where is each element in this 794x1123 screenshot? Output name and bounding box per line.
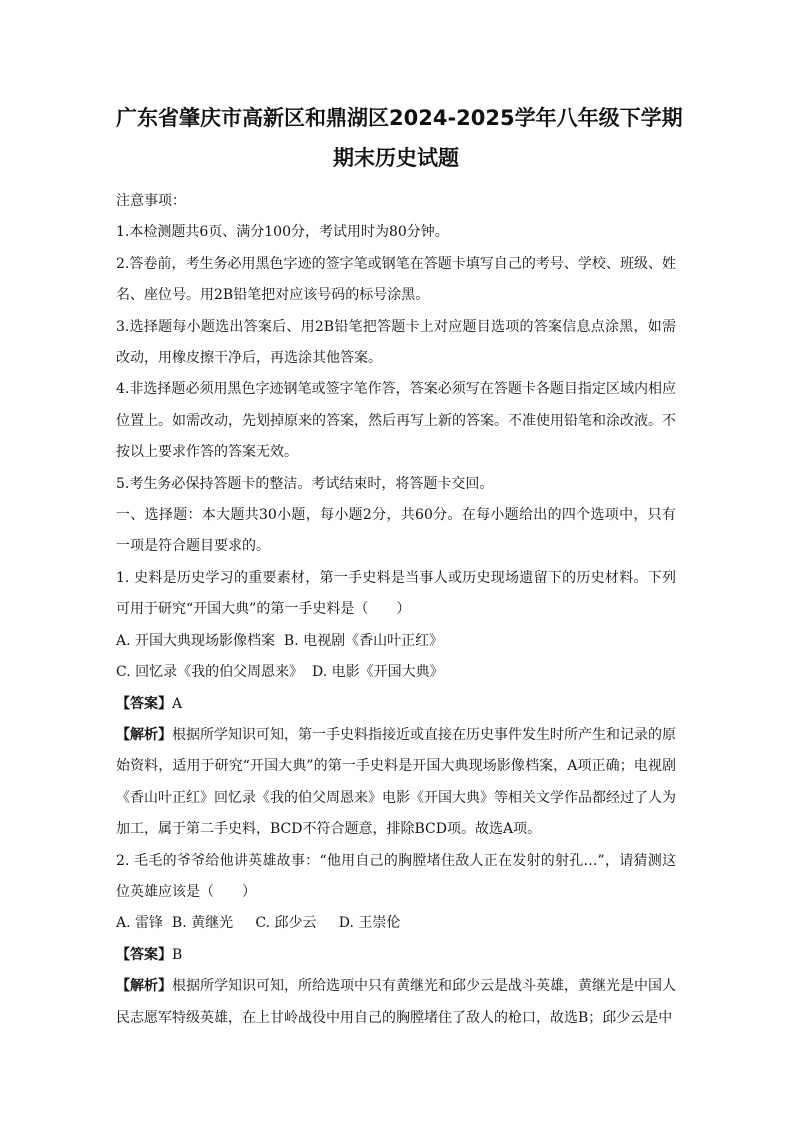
notice-heading: 注意事项： [116, 193, 186, 209]
analysis-text: 根据所学知识可知，第一手史料指接近或直接在历史事件发生时所产生和记录的原始资料，适用于研究“开国大典”的第一手史料是开国大典现场影像档案，A项正确；电视剧《香山叶正红》回忆录《我的伯父周恩来》电影《开国大典》等相关文学作品都经过了人为加工，属于第二手史料，BCD不符合题意，排除BCD项。故选A项。 [116, 726, 676, 838]
analysis-label: 【解析】 [116, 726, 172, 743]
document-title [116, 98, 683, 178]
question-1-options-line-1: A. 开国大典现场影像档案 B. 电视剧《香山叶正红》 [116, 632, 444, 649]
answer-label: 【答案】 [116, 695, 172, 712]
notice-item: 5.考生务必保持答题卡的整洁。考试结束时，将答题卡交回。 [116, 475, 494, 492]
question-2-analysis [116, 971, 676, 1034]
answer-label: 【答案】 [116, 946, 172, 963]
analysis-text: 根据所学知识可知，所给选项中只有黄继光和邱少云是战斗英雄，黄继光是中国人民志愿军特级英雄，在上甘岭战役中用自己的胸膛堵住了敌人的枪口，故选B；邱少云是中 [116, 978, 676, 1026]
notice-item: 1.本检测题共6页、满分100分，考试用时为80分钟。 [116, 224, 449, 241]
question-1-analysis [116, 720, 676, 846]
question-2-answer [116, 940, 676, 971]
answer-value: A [172, 695, 183, 712]
question-2-stem: 2. 毛毛的爷爷给他讲英雄故事：“他用自己的胸膛堵住敌人正在发射的射孔…”，请猜测这位英雄应该是（ ） [116, 852, 676, 900]
answer-value: B [172, 946, 183, 963]
question-1-answer [116, 689, 676, 720]
notice-item: 3.选择题每小题选出答案后、用2B铅笔把答题卡上对应题目选项的答案信息点涂黑，如需改动，用橡皮擦干净后，再选涂其他答案。 [116, 318, 676, 367]
question-1-stem: 1. 史料是历史学习的重要素材，第一手史料是当事人或历史现场遗留下的历史材料。下列可用于研究“开国大典”的第一手史料是（ ） [116, 569, 676, 618]
question-2-options: A. 雷锋 B. 黄继光 C. 邱少云 D. 王崇伦 [116, 915, 401, 932]
analysis-label: 【解析】 [116, 978, 172, 995]
notice-item: 2.答卷前，考生务必用黑色字迹的签字笔或钢笔在答题卡填写自己的考号、学校、班级、姓名、座位号。用2B铅笔把对应该号码的标号涂黑。 [116, 255, 676, 304]
title-line-1: 广东省肇庆市高新区和鼎湖区2024-2025学年八年级下学期 [116, 106, 683, 130]
notice-item: 4.非选择题必须用黑色字迹钢笔或签字笔作答，答案必须写在答题卡各题目指定区域内相应位置上。如需改动，先划掉原来的答案，然后再写上新的答案。不准使用铅笔和涂改液。不按以上要求作答的答案无效。 [116, 381, 676, 461]
document-page [116, 98, 683, 1034]
title-line-2: 期末历史试题 [333, 146, 459, 170]
question-1-options-line-2: C. 回忆录《我的伯父周恩来》 D. 电影《开国大典》 [116, 664, 444, 681]
section-heading: 一、选择题：本大题共30小题，每小题2分，共60分。在每小题给出的四个选项中，只有一项是符合题目要求的。 [116, 507, 676, 555]
